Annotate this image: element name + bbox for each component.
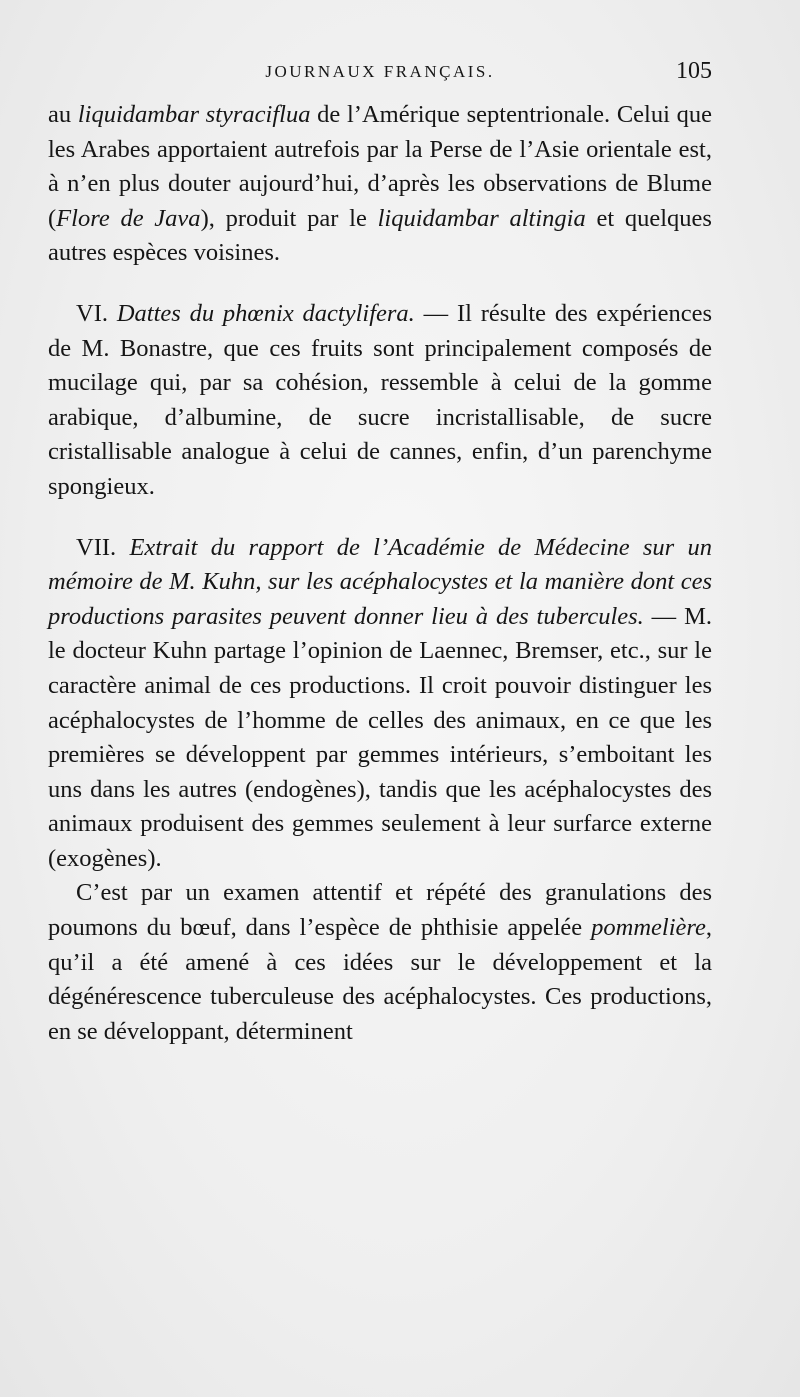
- text-segment: au: [48, 101, 78, 128]
- italic-text-segment: Flore de Java: [56, 204, 201, 232]
- text-segment: — M. le docteur Kuhn partage l’opinion de Laennec, Bremser, etc., sur le caractère animal de ces productions. Il croit pouvoir distinguer les acéphalocystes de l’homme de celles des animaux, en ce que les premières se développent par gemmes intérieurs, s’emboitant les uns dans les autres (endogènes), tandis que les acéphalocystes des animaux produisent des gemmes seulement à leur surfarce externe (exogènes).: [48, 602, 712, 872]
- italic-text-segment: Dattes du phœnix dactylifera.: [116, 299, 415, 327]
- text-segment: C’est par un examen attentif et répété des granulations des poumons du bœuf, dans l’espèce de phthisie appelée: [48, 879, 712, 942]
- italic-text-segment: liquidambar altingia: [377, 204, 586, 232]
- text-segment: — Il résulte des expériences de M. Bonastre, que ces fruits sont principalement composés de mucilage qui, par sa cohésion, ressemble à celui de la gomme arabique, d’albumine, de sucre incristallisable, de sucre cristallisable analogue à celui de cannes, enfin, d’un parenchyme spongieux.: [48, 299, 712, 500]
- paragraph-section-vii: [48, 531, 712, 877]
- text-segment: ), produit par le: [200, 204, 378, 232]
- paragraph-section-vi: [48, 297, 712, 505]
- running-head: JOURNAUX FRANÇAIS.: [265, 62, 495, 81]
- italic-text-segment: pommelière: [591, 914, 706, 942]
- text-segment: VI.: [76, 299, 117, 327]
- italic-text-segment: liquidambar styraciflua: [77, 101, 311, 128]
- page-number: 105: [676, 58, 712, 84]
- page-header: [48, 58, 712, 94]
- paragraph-examen: [48, 876, 712, 1049]
- text-segment: et quelques autres espèces voisines.: [48, 204, 712, 267]
- text-segment: VII.: [76, 533, 130, 561]
- paragraph-continuation: [48, 98, 712, 271]
- page-body: [48, 98, 712, 1049]
- text-segment: , qu’il a été amené à ces idées sur le développement et la dégénérescence tuberculeuse des acéphalocystes. Ces productions, en se développant, déterminent: [48, 914, 712, 1045]
- italic-text-segment: Extrait du rapport de l’Académie de Médecine sur un mémoire de M. Kuhn, sur les acéphalocystes et la manière dont ces productions parasites peuvent donner lieu à des tubercules.: [48, 533, 712, 630]
- text-segment: de l’Amérique septentrionale. Celui que les Arabes apportaient autrefois par la Perse de l’Asie orientale est, à n’en plus douter aujourd’hui, d’après les observations de Blume (: [48, 101, 712, 232]
